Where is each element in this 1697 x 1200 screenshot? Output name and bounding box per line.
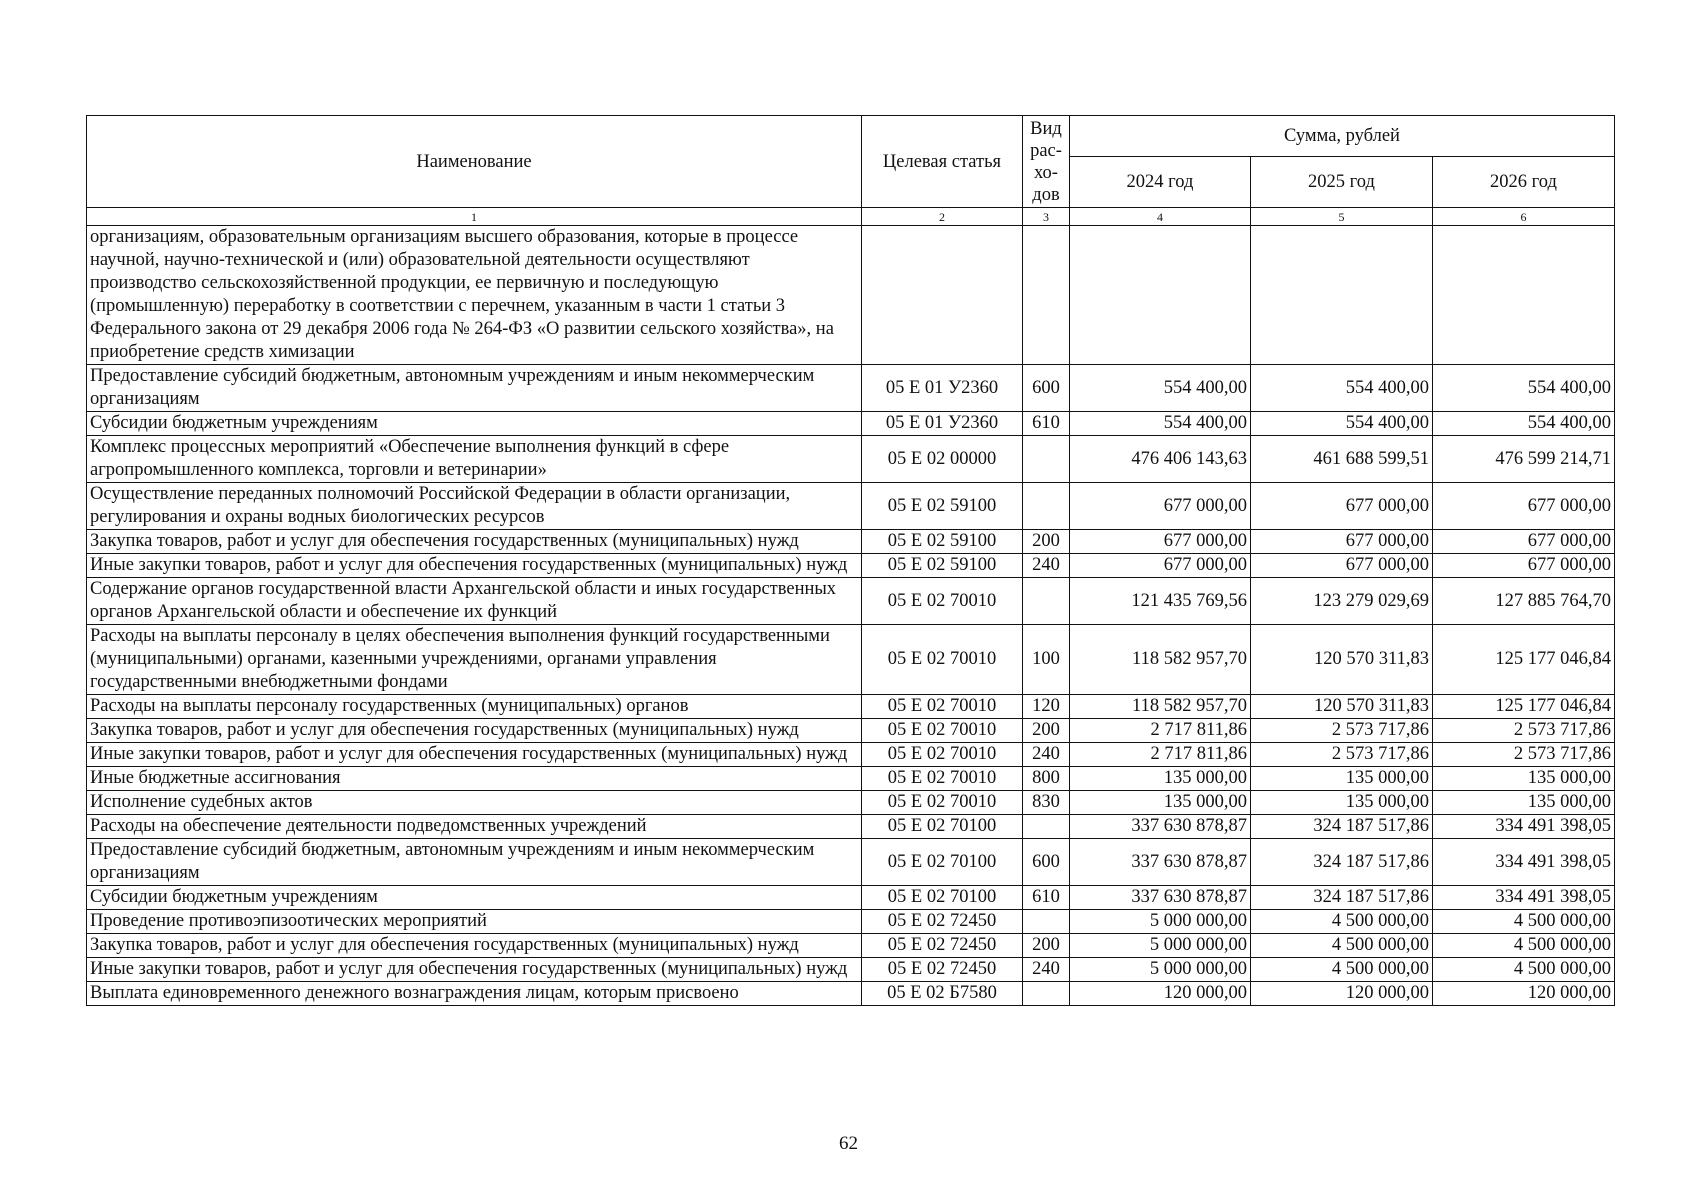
row-sum-2024: 118 582 957,70 — [1070, 625, 1251, 695]
row-expense-type: 240 — [1023, 743, 1070, 767]
row-sum-2026: 677 000,00 — [1433, 554, 1615, 578]
row-target-article: 05 Е 02 70010 — [862, 791, 1023, 815]
table-row — [87, 226, 1615, 365]
row-sum-2025: 2 573 717,86 — [1251, 743, 1433, 767]
row-sum-2025: 4 500 000,00 — [1251, 958, 1433, 982]
row-sum-2024: 121 435 769,56 — [1070, 578, 1251, 625]
row-sum-2025: 324 187 517,86 — [1251, 839, 1433, 886]
row-expense-type: 120 — [1023, 695, 1070, 719]
column-numbers-row — [87, 208, 1615, 226]
header-target-article: Целевая статья — [862, 116, 1023, 208]
table-row — [87, 436, 1615, 483]
row-target-article: 05 Е 01 У2360 — [862, 365, 1023, 412]
table-row — [87, 910, 1615, 934]
row-expense-type — [1023, 578, 1070, 625]
row-sum-2026: 135 000,00 — [1433, 791, 1615, 815]
row-target-article: 05 Е 02 59100 — [862, 554, 1023, 578]
row-sum-2025: 4 500 000,00 — [1251, 910, 1433, 934]
row-sum-2026: 125 177 046,84 — [1433, 695, 1615, 719]
table-row — [87, 412, 1615, 436]
row-sum-2024: 554 400,00 — [1070, 365, 1251, 412]
row-name: Закупка товаров, работ и услуг для обеспечения государственных (муниципальных) нужд — [87, 934, 862, 958]
row-sum-2026 — [1433, 226, 1615, 365]
row-name: Иные закупки товаров, работ и услуг для обеспечения государственных (муниципальных) нужд — [87, 554, 862, 578]
row-expense-type: 800 — [1023, 767, 1070, 791]
row-expense-type — [1023, 910, 1070, 934]
row-target-article: 05 Е 02 70100 — [862, 839, 1023, 886]
table-row — [87, 767, 1615, 791]
row-sum-2024: 337 630 878,87 — [1070, 839, 1251, 886]
column-number: 3 — [1023, 208, 1070, 226]
row-target-article: 05 Е 02 59100 — [862, 530, 1023, 554]
row-expense-type: 240 — [1023, 958, 1070, 982]
row-sum-2024: 677 000,00 — [1070, 483, 1251, 530]
row-target-article: 05 Е 02 72450 — [862, 958, 1023, 982]
row-sum-2025: 324 187 517,86 — [1251, 886, 1433, 910]
row-sum-2025: 120 000,00 — [1251, 982, 1433, 1006]
row-name: Предоставление субсидий бюджетным, автономным учреждениям и иным некоммерческим организациям — [87, 365, 862, 412]
row-expense-type: 200 — [1023, 719, 1070, 743]
column-number: 1 — [87, 208, 862, 226]
row-sum-2026: 125 177 046,84 — [1433, 625, 1615, 695]
row-name: Предоставление субсидий бюджетным, автономным учреждениям и иным некоммерческим организациям — [87, 839, 862, 886]
row-sum-2026: 127 885 764,70 — [1433, 578, 1615, 625]
table-row — [87, 839, 1615, 886]
row-sum-2025: 120 570 311,83 — [1251, 695, 1433, 719]
row-expense-type: 610 — [1023, 412, 1070, 436]
row-sum-2025: 135 000,00 — [1251, 767, 1433, 791]
row-expense-type: 100 — [1023, 625, 1070, 695]
row-name: Исполнение судебных актов — [87, 791, 862, 815]
row-sum-2026: 2 573 717,86 — [1433, 743, 1615, 767]
row-name: Расходы на выплаты персоналу в целях обеспечения выполнения функций государственными (муниципальными) органами, казенными учреждениями, органами управления государственными внебюджетными фондами — [87, 625, 862, 695]
row-name: Закупка товаров, работ и услуг для обеспечения государственных (муниципальных) нужд — [87, 719, 862, 743]
table-row — [87, 578, 1615, 625]
row-target-article: 05 Е 02 Б7580 — [862, 982, 1023, 1006]
row-name: Иные закупки товаров, работ и услуг для обеспечения государственных (муниципальных) нужд — [87, 743, 862, 767]
row-sum-2026: 2 573 717,86 — [1433, 719, 1615, 743]
row-sum-2024: 2 717 811,86 — [1070, 743, 1251, 767]
table-row — [87, 815, 1615, 839]
row-sum-2024: 554 400,00 — [1070, 412, 1251, 436]
row-name: Проведение противоэпизоотических мероприятий — [87, 910, 862, 934]
row-sum-2024: 2 717 811,86 — [1070, 719, 1251, 743]
row-sum-2025: 4 500 000,00 — [1251, 934, 1433, 958]
page-number: 62 — [839, 1133, 858, 1154]
row-expense-type: 610 — [1023, 886, 1070, 910]
row-sum-2024: 337 630 878,87 — [1070, 886, 1251, 910]
budget-table — [86, 115, 1615, 1006]
row-sum-2026: 476 599 214,71 — [1433, 436, 1615, 483]
row-name: Иные бюджетные ассигнования — [87, 767, 862, 791]
row-sum-2026: 120 000,00 — [1433, 982, 1615, 1006]
row-name: организациям, образовательным организациям высшего образования, которые в процессе научной, научно-технической и (или) образовательной деятельности осуществляют производство сельскохозяйственной продукции, ее первичную и последующую (промышленную) переработку в соответствии с перечнем, указанным в части 1 статьи 3 Федерального закона от 29 декабря 2006 года № 264-ФЗ «О развитии сельского хозяйства», на приобретение средств химизации — [87, 226, 862, 365]
row-sum-2024: 118 582 957,70 — [1070, 695, 1251, 719]
row-sum-2026: 677 000,00 — [1433, 483, 1615, 530]
row-sum-2025: 324 187 517,86 — [1251, 815, 1433, 839]
row-sum-2025: 2 573 717,86 — [1251, 719, 1433, 743]
row-sum-2026: 4 500 000,00 — [1433, 958, 1615, 982]
row-sum-2024: 135 000,00 — [1070, 791, 1251, 815]
row-sum-2026: 334 491 398,05 — [1433, 886, 1615, 910]
table-row — [87, 719, 1615, 743]
row-expense-type: 200 — [1023, 530, 1070, 554]
row-sum-2024: 5 000 000,00 — [1070, 934, 1251, 958]
header-name: Наименование — [87, 116, 862, 208]
row-sum-2024: 120 000,00 — [1070, 982, 1251, 1006]
header-sum: Сумма, рублей — [1070, 116, 1615, 157]
row-sum-2024 — [1070, 226, 1251, 365]
row-target-article: 05 Е 02 72450 — [862, 910, 1023, 934]
table-row — [87, 554, 1615, 578]
row-name: Иные закупки товаров, работ и услуг для обеспечения государственных (муниципальных) нужд — [87, 958, 862, 982]
table-body — [87, 226, 1615, 1006]
table-row — [87, 695, 1615, 719]
column-number: 2 — [862, 208, 1023, 226]
row-expense-type: 240 — [1023, 554, 1070, 578]
row-target-article: 05 Е 02 72450 — [862, 934, 1023, 958]
row-expense-type: 200 — [1023, 934, 1070, 958]
row-sum-2025: 554 400,00 — [1251, 412, 1433, 436]
row-sum-2026: 554 400,00 — [1433, 365, 1615, 412]
row-sum-2024: 5 000 000,00 — [1070, 910, 1251, 934]
row-name: Субсидии бюджетным учреждениям — [87, 886, 862, 910]
row-name: Комплекс процессных мероприятий «Обеспечение выполнения функций в сфере агропромышленного комплекса, торговли и ветеринарии» — [87, 436, 862, 483]
row-target-article: 05 Е 02 70010 — [862, 695, 1023, 719]
table-row — [87, 958, 1615, 982]
row-sum-2026: 135 000,00 — [1433, 767, 1615, 791]
row-name: Закупка товаров, работ и услуг для обеспечения государственных (муниципальных) нужд — [87, 530, 862, 554]
row-sum-2025: 135 000,00 — [1251, 791, 1433, 815]
table-row — [87, 625, 1615, 695]
row-sum-2026: 4 500 000,00 — [1433, 910, 1615, 934]
row-target-article: 05 Е 02 70010 — [862, 578, 1023, 625]
row-sum-2025: 677 000,00 — [1251, 483, 1433, 530]
header-year-2024: 2024 год — [1070, 157, 1251, 208]
row-sum-2025: 677 000,00 — [1251, 530, 1433, 554]
column-number: 6 — [1433, 208, 1615, 226]
row-target-article — [862, 226, 1023, 365]
column-number: 4 — [1070, 208, 1251, 226]
row-expense-type: 600 — [1023, 839, 1070, 886]
row-target-article: 05 Е 02 70010 — [862, 743, 1023, 767]
row-sum-2026: 334 491 398,05 — [1433, 815, 1615, 839]
row-sum-2026: 334 491 398,05 — [1433, 839, 1615, 886]
row-sum-2025: 461 688 599,51 — [1251, 436, 1433, 483]
row-target-article: 05 Е 02 70010 — [862, 767, 1023, 791]
header-year-2026: 2026 год — [1433, 157, 1615, 208]
row-expense-type: 600 — [1023, 365, 1070, 412]
row-name: Выплата единовременного денежного вознаграждения лицам, которым присвоено — [87, 982, 862, 1006]
row-expense-type — [1023, 815, 1070, 839]
table-row — [87, 743, 1615, 767]
table-row — [87, 530, 1615, 554]
table-header — [87, 116, 1615, 226]
row-target-article: 05 Е 02 70010 — [862, 719, 1023, 743]
table-row — [87, 483, 1615, 530]
row-target-article: 05 Е 02 59100 — [862, 483, 1023, 530]
row-sum-2026: 554 400,00 — [1433, 412, 1615, 436]
row-sum-2024: 677 000,00 — [1070, 554, 1251, 578]
row-sum-2025: 677 000,00 — [1251, 554, 1433, 578]
row-target-article: 05 Е 02 70100 — [862, 815, 1023, 839]
row-sum-2026: 677 000,00 — [1433, 530, 1615, 554]
row-sum-2026: 4 500 000,00 — [1433, 934, 1615, 958]
row-sum-2025: 123 279 029,69 — [1251, 578, 1433, 625]
row-name: Расходы на выплаты персоналу государственных (муниципальных) органов — [87, 695, 862, 719]
row-target-article: 05 Е 02 00000 — [862, 436, 1023, 483]
column-number: 5 — [1251, 208, 1433, 226]
table-row — [87, 886, 1615, 910]
row-sum-2024: 677 000,00 — [1070, 530, 1251, 554]
table-row — [87, 365, 1615, 412]
row-expense-type: 830 — [1023, 791, 1070, 815]
row-expense-type — [1023, 436, 1070, 483]
table-row — [87, 934, 1615, 958]
table-row — [87, 982, 1615, 1006]
row-name: Субсидии бюджетным учреждениям — [87, 412, 862, 436]
header-expense-type: Вид рас-хо-дов — [1023, 116, 1070, 208]
row-sum-2024: 476 406 143,63 — [1070, 436, 1251, 483]
row-target-article: 05 Е 02 70010 — [862, 625, 1023, 695]
row-sum-2025: 120 570 311,83 — [1251, 625, 1433, 695]
header-year-2025: 2025 год — [1251, 157, 1433, 208]
row-target-article: 05 Е 01 У2360 — [862, 412, 1023, 436]
row-name: Расходы на обеспечение деятельности подведомственных учреждений — [87, 815, 862, 839]
row-sum-2024: 5 000 000,00 — [1070, 958, 1251, 982]
row-sum-2024: 135 000,00 — [1070, 767, 1251, 791]
table-row — [87, 791, 1615, 815]
row-target-article: 05 Е 02 70100 — [862, 886, 1023, 910]
row-expense-type — [1023, 982, 1070, 1006]
row-name: Содержание органов государственной власти Архангельской области и иных государственных органов Архангельской области и обеспечение их функций — [87, 578, 862, 625]
row-sum-2025: 554 400,00 — [1251, 365, 1433, 412]
row-sum-2025 — [1251, 226, 1433, 365]
row-expense-type — [1023, 226, 1070, 365]
row-name: Осуществление переданных полномочий Российской Федерации в области организации, регулирования и охраны водных биологических ресурсов — [87, 483, 862, 530]
row-expense-type — [1023, 483, 1070, 530]
row-sum-2024: 337 630 878,87 — [1070, 815, 1251, 839]
